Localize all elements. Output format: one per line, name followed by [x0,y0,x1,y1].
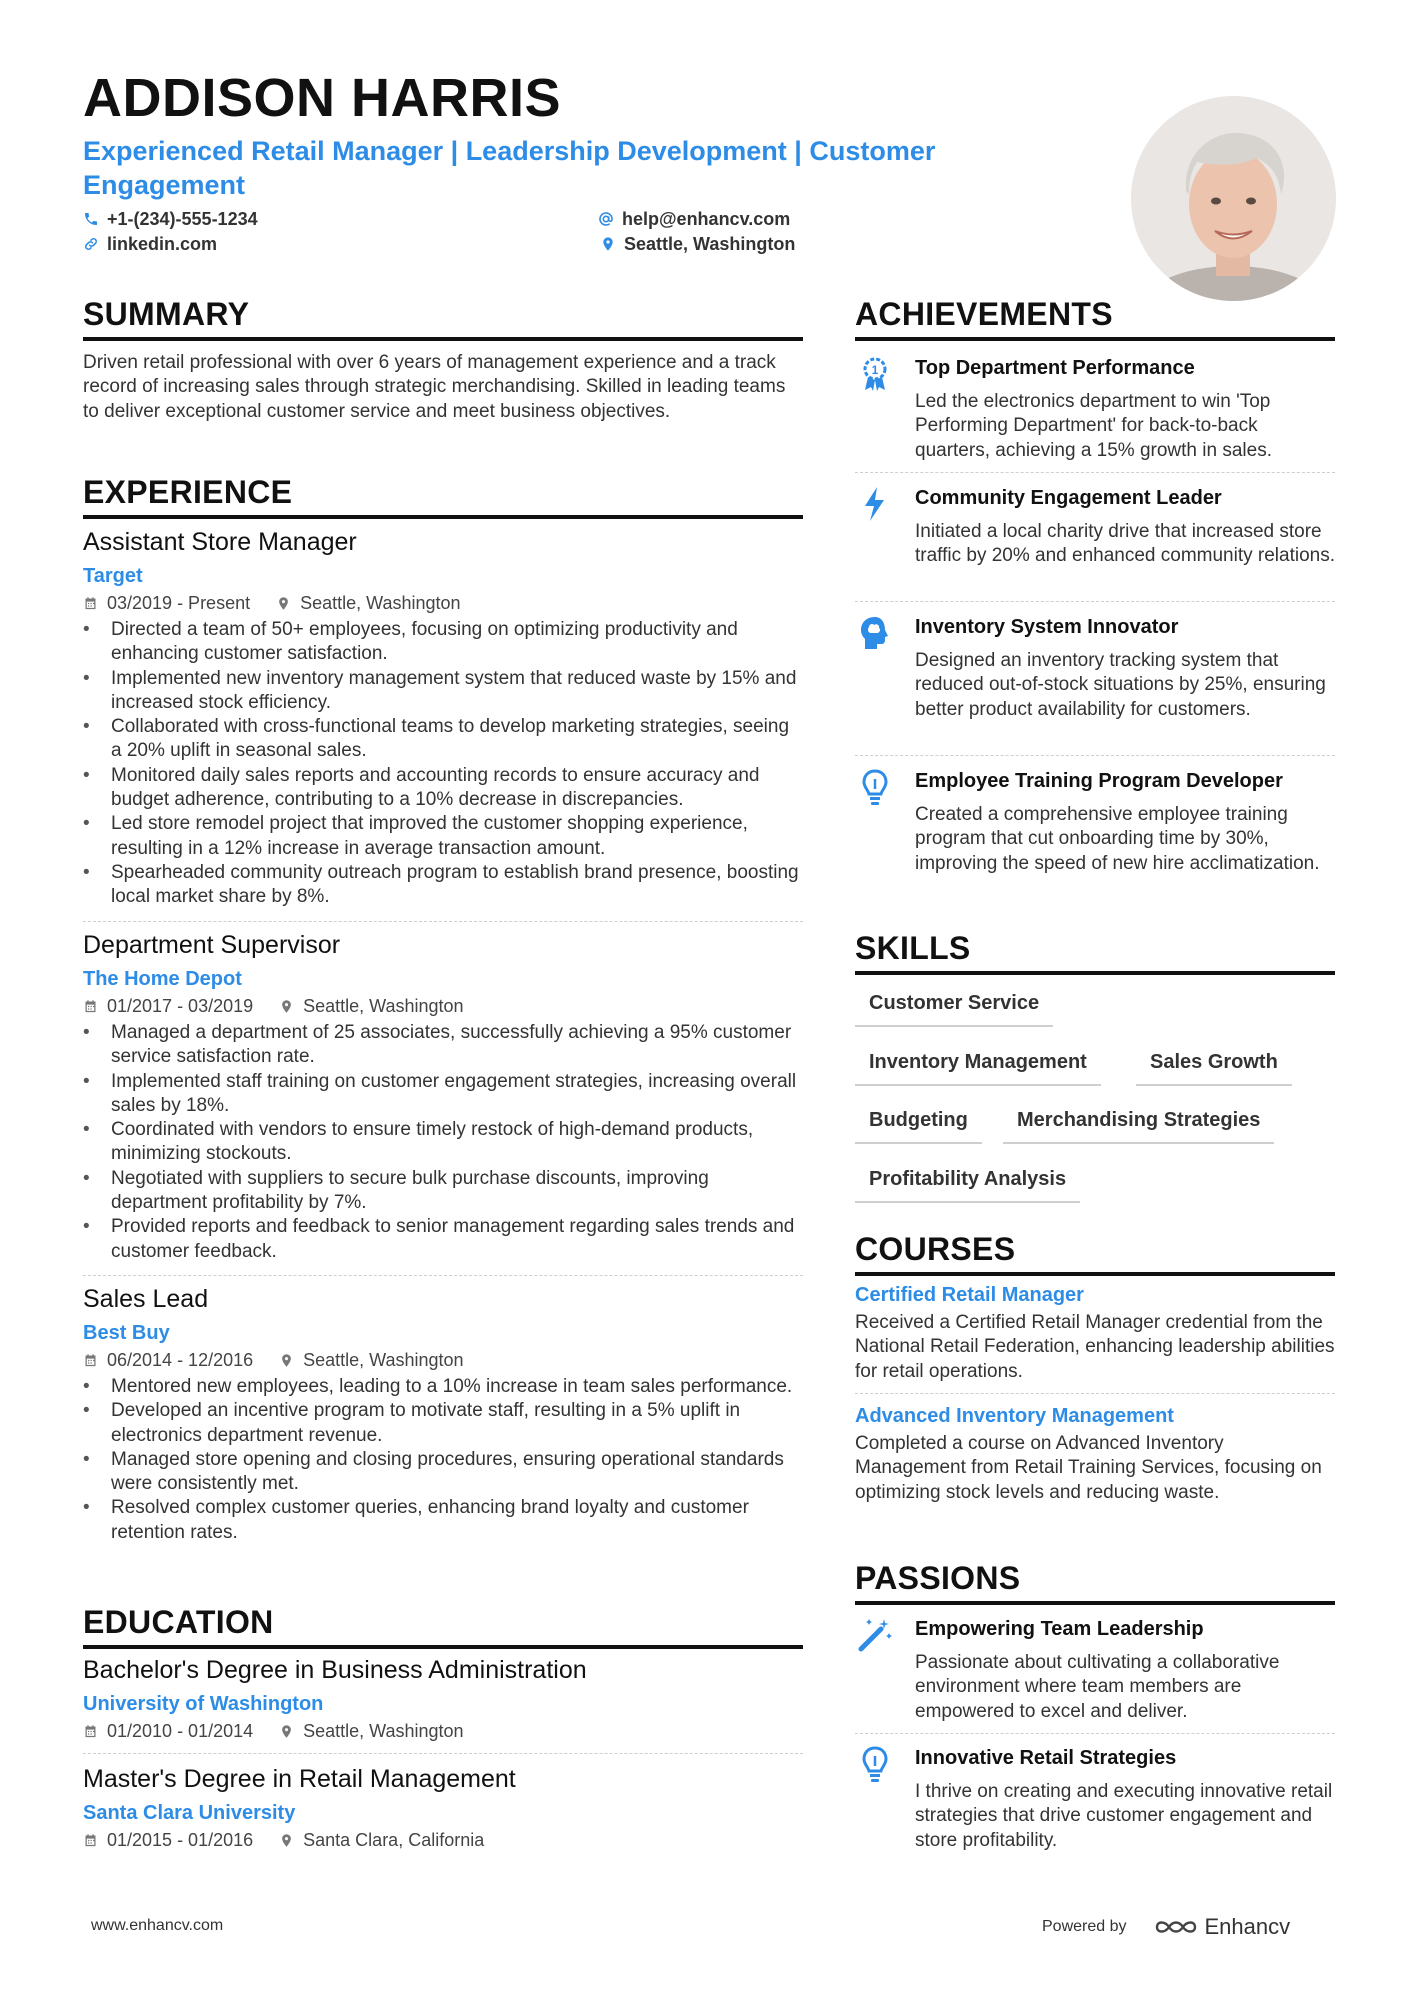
enhancv-logo-icon [1153,1915,1199,1939]
calendar-icon [83,1353,98,1368]
job-title: Department Supervisor [83,931,341,959]
job-location-text: Seattle, Washington [303,996,464,1016]
bullet-item: • Implemented staff training on customer engagement strategies, increasing overall sales by 18%. [83,1070,803,1119]
course-item [855,1402,1335,1505]
achievement-desc: Led the electronics department to win 'Top Performing Department' for back-to-back quarters, achieving a 15% growth in sales. [915,391,1272,461]
passions-heading: PASSIONS [855,1560,1021,1596]
footer-website[interactable]: www.enhancv.com [91,1917,224,1934]
passion-title: Innovative Retail Strategies [915,1747,1177,1769]
summary-heading: SUMMARY [83,296,250,332]
education-divider [83,1645,803,1649]
passion-item [855,1744,1335,1854]
company-name: Target [83,565,143,587]
lightning-bolt-icon [855,484,895,524]
phone-icon [83,211,99,227]
phone-text[interactable]: +1-(234)-555-1234 [107,209,258,229]
svg-text:1: 1 [871,363,879,377]
location-pin-icon [279,1724,294,1739]
job-bullets [83,1021,803,1264]
calendar-icon [83,999,98,1014]
footer-branding [1042,1914,1290,1940]
skill-tag: Merchandising Strategies [1003,1098,1274,1144]
job-meta [83,1347,803,1373]
email-text[interactable]: help@enhancv.com [622,209,791,229]
company-name: The Home Depot [83,968,242,990]
achievement-desc: Designed an inventory tracking system that reduced out-of-stock situations by 25%, ensuring better product availability for customers. [915,650,1326,720]
bullet-item: • Led store remodel project that improved the customer shopping experience, resulting in a 12% increase in average transaction amount. [83,812,803,861]
experience-heading: EXPERIENCE [83,474,293,510]
job-location-text: Seattle, Washington [303,1350,464,1370]
skill-tag: Customer Service [855,981,1053,1027]
passion-desc: Passionate about cultivating a collaborative environment where team members are empowered to excel and deliver. [915,1652,1280,1722]
phone-contact [83,208,258,230]
achievement-item [855,767,1335,907]
calendar-icon [83,1724,98,1739]
candidate-name: ADDISON HARRIS [83,68,562,128]
linkedin-contact [83,233,217,255]
location-contact [600,233,795,255]
education-entry [83,1763,803,1853]
powered-by-label: Powered by [1042,1918,1127,1935]
experience-entry [83,526,803,910]
company-name: Best Buy [83,1322,170,1344]
education-location-text: Seattle, Washington [303,1721,464,1741]
location-pin-icon [276,596,291,611]
course-item [855,1281,1335,1384]
skills-heading: SKILLS [855,930,971,966]
achievement-desc: Created a comprehensive employee training program that cut onboarding time by 30%, improving the speed of new hire acclimatization. [915,804,1320,874]
job-bullets [83,1375,803,1545]
courses-divider [855,1272,1335,1276]
education-location-text: Santa Clara, California [303,1830,485,1850]
experience-entry [83,929,803,1264]
education-dates: 01/2010 - 01/2014 [107,1721,254,1741]
job-meta [83,590,803,616]
skill-tag: Sales Growth [1136,1040,1292,1086]
job-location [276,590,460,616]
education-dates: 01/2015 - 01/2016 [107,1830,254,1850]
passion-title: Empowering Team Leadership [915,1618,1204,1640]
degree-title: Master's Degree in Retail Management [83,1765,516,1793]
location-pin-icon [279,1833,294,1848]
bullet-item: • Collaborated with cross-functional teams to develop marketing strategies, seeing a 20% uplift in seasonal sales. [83,715,803,764]
achievement-title: Inventory System Innovator [915,616,1179,638]
bullet-item: • Managed a department of 25 associates, successfully achieving a 95% customer service satisfaction rate. [83,1021,803,1070]
education-location [279,1827,484,1853]
course-desc: Completed a course on Advanced Inventory Management from Retail Training Services, focusing on optimizing stock levels and reducing waste. [855,1433,1322,1503]
school-name: University of Washington [83,1693,324,1715]
skill-tag: Budgeting [855,1098,982,1144]
linkedin-text[interactable]: linkedin.com [107,234,218,254]
bullet-item: • Resolved complex customer queries, enhancing brand loyalty and customer retention rates. [83,1496,803,1545]
achievements-divider [855,337,1335,341]
bullet-item: • Managed store opening and closing procedures, ensuring operational standards were consistently met. [83,1448,803,1497]
link-icon [83,236,99,252]
achievement-title: Employee Training Program Developer [915,770,1283,792]
bullet-item: • Developed an incentive program to motivate staff, resulting in a 5% uplift in electronics department revenue. [83,1399,803,1448]
entry-divider [855,1733,1335,1734]
lightbulb-icon [855,1744,895,1784]
enhancv-brand-text: Enhancv [1204,1914,1291,1939]
course-title: Certified Retail Manager [855,1284,1084,1306]
location-pin-icon [600,236,616,252]
location-text: Seattle, Washington [624,234,796,254]
education-entry [83,1654,803,1744]
courses-heading: COURSES [855,1231,1016,1267]
profile-photo [1131,96,1336,301]
head-brain-icon [855,613,895,653]
at-icon [598,211,614,227]
entry-divider [83,921,803,922]
bullet-item: • Negotiated with suppliers to secure bulk purchase discounts, improving department profitability by 7%. [83,1167,803,1216]
passions-divider [855,1601,1335,1605]
education-location [279,1718,463,1744]
passion-item [855,1615,1335,1725]
email-contact [598,208,790,230]
education-heading: EDUCATION [83,1604,274,1640]
passion-desc: I thrive on creating and executing innovative retail strategies that drive customer engagement and store profitability. [915,1781,1333,1851]
award-ribbon-icon [855,354,895,394]
bullet-item: • Provided reports and feedback to senior management regarding sales trends and customer feedback. [83,1215,803,1264]
entry-divider [855,755,1335,756]
achievement-title: Top Department Performance [915,357,1195,379]
achievements-heading: ACHIEVEMENTS [855,296,1113,332]
job-dates: 01/2017 - 03/2019 [107,996,254,1016]
experience-entry [83,1283,803,1545]
bullet-item: • Spearheaded community outreach program to establish brand presence, boosting local market share by 8%. [83,861,803,910]
education-meta [83,1827,803,1853]
entry-divider [83,1753,803,1754]
skill-tag: Profitability Analysis [855,1157,1080,1203]
job-location [279,1347,463,1373]
bullet-item: • Implemented new inventory management system that reduced waste by 15% and increased stock efficiency. [83,667,803,716]
job-meta [83,993,803,1019]
job-bullets [83,618,803,910]
bullet-item: • Coordinated with vendors to ensure timely restock of high-demand products, minimizing stockouts. [83,1118,803,1167]
job-dates: 06/2014 - 12/2016 [107,1350,254,1370]
degree-title: Bachelor's Degree in Business Administration [83,1656,587,1684]
school-name: Santa Clara University [83,1802,296,1824]
location-pin-icon [279,999,294,1014]
lightbulb-icon [855,767,895,807]
experience-divider [83,515,803,519]
candidate-headline: Experienced Retail Manager | Leadership Development | Customer Engagement [83,136,936,200]
skills-divider [855,971,1335,975]
bullet-item: • Mentored new employees, leading to a 10% increase in team sales performance. [83,1375,803,1399]
skill-tag: Inventory Management [855,1040,1101,1086]
calendar-icon [83,1833,98,1848]
achievement-item [855,484,1335,594]
bullet-item: • Directed a team of 50+ employees, focusing on optimizing productivity and enhancing customer satisfaction. [83,618,803,667]
location-pin-icon [279,1353,294,1368]
achievement-item [855,354,1335,464]
course-title: Advanced Inventory Management [855,1405,1174,1427]
job-location-text: Seattle, Washington [300,593,461,613]
achievement-title: Community Engagement Leader [915,487,1222,509]
summary-text: Driven retail professional with over 6 years of management experience and a track record of increasing sales through strategic merchandising. Skilled in leading teams to deliver exceptional customer service and meet business objectives. [83,352,786,422]
job-title: Assistant Store Manager [83,528,357,556]
job-title: Sales Lead [83,1285,209,1313]
job-location [279,993,463,1019]
course-desc: Received a Certified Retail Manager credential from the National Retail Federation, enhancing leadership abilities for retail operations. [855,1312,1335,1382]
entry-divider [855,472,1335,473]
magic-wand-icon [855,1615,895,1655]
summary-divider [83,337,803,341]
achievement-item [855,613,1335,753]
job-dates: 03/2019 - Present [107,593,251,613]
calendar-icon [83,596,98,611]
bullet-item: • Monitored daily sales reports and accounting records to ensure accuracy and budget adherence, contributing to a 10% decrease in discrepancies. [83,764,803,813]
entry-divider [855,1393,1335,1394]
education-meta [83,1718,803,1744]
entry-divider [855,601,1335,602]
achievement-desc: Initiated a local charity drive that increased store traffic by 20% and enhanced community relations. [915,521,1335,567]
entry-divider [83,1275,803,1276]
